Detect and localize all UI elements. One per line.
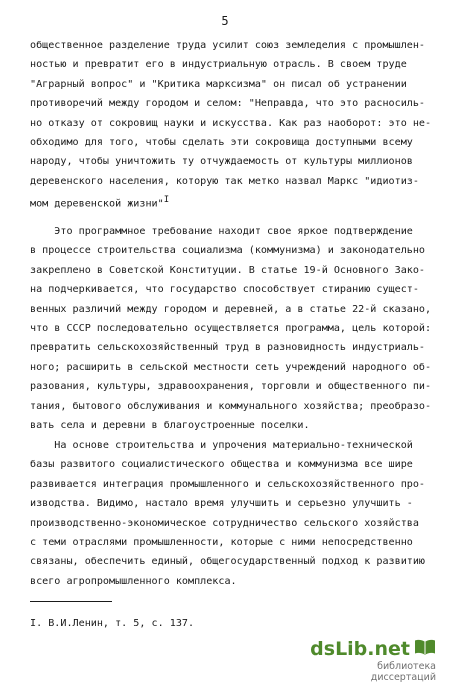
open-book-icon (414, 638, 436, 660)
watermark-subtitle: библиотека диссертаций (370, 661, 436, 683)
text-line: тания, бытового обслуживания и коммунального хозяйства; преобразо- (30, 400, 432, 412)
text-line: всего агропромышленного комплекса. (30, 575, 237, 587)
text-line: превратить сельскохозяйственный труд в разновидность индустриаль- (30, 342, 426, 354)
text-line: ного; расширить в сельской местности сеть учреждений народного об- (30, 361, 432, 373)
text-line: производственно-экономическое сотрудничество сельского хозяйства (30, 517, 419, 529)
footnote-divider (30, 601, 112, 602)
text-line: связаны, обеспечить единый, общегосударственный подход к развитию (30, 556, 426, 568)
text-line: но отказу от сокровищ науки и искусства. Как раз наоборот: это не- (30, 117, 432, 129)
footnote-reference: I (163, 195, 170, 206)
paragraph-1 (30, 36, 430, 211)
text-line: деревенского населения, которую так метко назвал Маркс "идиотиз- (30, 175, 419, 187)
text-line: противоречий между городом и селом: "Неправда, что это расносиль- (30, 98, 426, 110)
text-line: Это программное требование находит свое яркое подтверждение (30, 226, 413, 237)
paragraph-2 (30, 222, 430, 435)
text-line: развивается интеграция промышленного и сельскохозяйственного про- (30, 478, 426, 490)
text-line: изводства. Видимо, настало время улучшить и серьезно улучшить - (30, 498, 413, 510)
page-number: 5 (221, 14, 229, 28)
watermark-logo (310, 638, 436, 660)
text-line (30, 191, 430, 210)
text-line: на подчеркивается, что государство способствует стиранию сущест- (30, 284, 419, 296)
text-line-content: мом деревенской жизни" (30, 198, 164, 210)
dslib-watermark[interactable] (310, 638, 436, 683)
text-line: общественное разделение труда усилит союз земледелия с промышлен- (30, 40, 426, 51)
text-line: вать села и деревни в благоустроенные поселки. (30, 419, 310, 431)
text-line: в процессе строительства социализма (коммунизма) и законодательно (30, 245, 426, 257)
text-line: закреплено в Советской Конституции. В статье 19-й Основного Зако- (30, 264, 426, 276)
footnote: I. В.И.Ленин, т. 5, с. 137. (30, 618, 195, 629)
watermark-brand: dsLib.net (310, 638, 410, 660)
text-line: базы развитого социалистического общества и коммунизма все шире (30, 459, 413, 471)
text-line: ностью и превратит его в индустриальную отрасль. В своем труде (30, 59, 407, 71)
text-line: разования, культуры, здравоохранения, торговли и общественного пи- (30, 381, 432, 393)
text-line: венных различий между городом и деревней, а в статье 22-й сказано, (30, 303, 432, 315)
text-line: обходимо для того, чтобы сделать эти сокровища доступными всему (30, 136, 413, 148)
text-line: что в СССР последовательно осуществляется программа, цель которой: (30, 322, 432, 334)
paragraph-3 (30, 436, 430, 591)
text-line: с теми отраслями промышленности, которые с ними непосредственно (30, 536, 413, 548)
text-line: На основе строительства и упрочения материально-технической (30, 440, 413, 451)
text-line: "Аграрный вопрос" и "Критика марксизма" он писал об устранении (30, 78, 407, 90)
text-line: народу, чтобы уничтожить ту отчуждаемость от культуры миллионов (30, 156, 413, 168)
